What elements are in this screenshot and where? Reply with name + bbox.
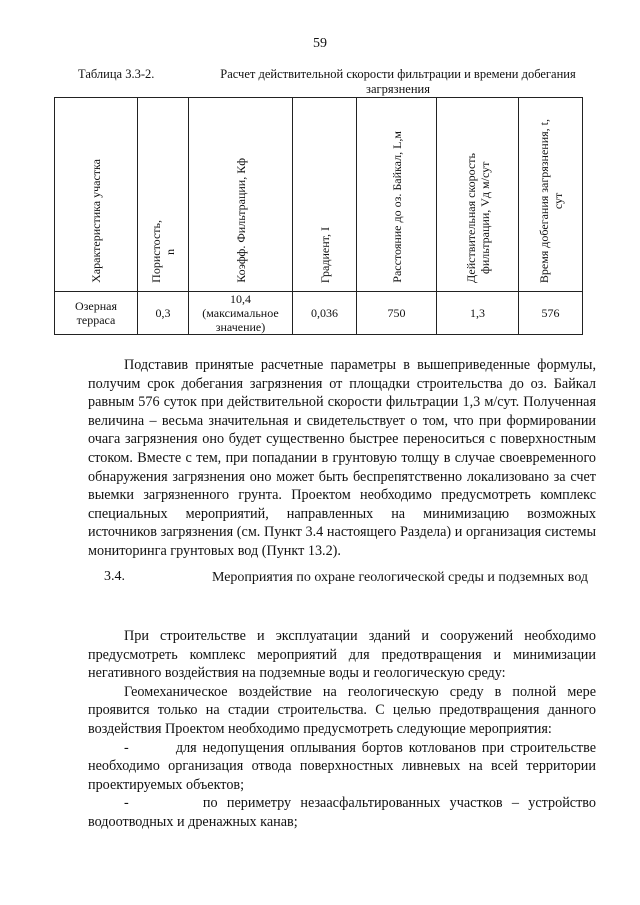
header-cell [138,98,189,292]
section-title: Мероприятия по охране геологической среды и подземных вод [211,570,589,585]
table-cell: 750 [357,292,437,335]
paragraph: При строительстве и эксплуатации зданий и сооружений необходимо предусмотреть комплекс мероприятий для предотвращения и минимизации негативного воздействия на подземные воды и геологическую среду: [88,628,596,682]
header-cell [357,98,437,292]
table-cell: 1,3 [437,292,519,335]
table-cell: 0,036 [293,292,357,335]
table-caption-label: Таблица 3.3-2. [78,67,155,81]
section-number: 3.4. [104,569,125,584]
header-velocity: Действительная скорость фильтрации, Vд м/сут [463,153,492,283]
header-filtration-coef: Коэфф. Фильтрации, Кф [233,158,248,283]
header-porosity: Пористость, n [149,220,177,283]
page-number: 59 [313,36,327,51]
table-cell: 0,3 [138,292,189,335]
header-site: Характеристика участка [89,159,103,283]
header-distance: Расстояние до оз. Байкал, L,м [389,131,404,283]
table-header-row [55,98,583,292]
list-item: - по периметру незаасфальтированных участков – устройство водоотводных и дренажных канав; [88,795,600,830]
table-row [55,292,583,335]
header-cell [55,98,138,292]
body-text-block-2 [88,627,600,832]
filtration-table [54,97,583,335]
header-cell [189,98,293,292]
header-cell [437,98,519,292]
body-text-block-1 [88,356,596,561]
table-caption-title: Расчет действительной скорости фильтрации и времени добегания загрязнения [220,67,576,96]
paragraph: Подставив принятые расчетные параметры в вышеприведенные формулы, получим срок добегания загрязнения от площадки строительства до оз. Байкал равным 576 суток при действительной скорости фильтрации 1,3 м/сут. Полученная величина – весьма значительная и свидетельствует о том, что при формировании очага загрязнения оно будет существенно быстрее переноситься с поверхностным стоком. Вместе с тем, при попадании в грунтовую толщу в случае своевременного обнаружения загрязнения оно может быть беспрепятственно локализовано за счет выемки загрязненного грунта. Проектом необходимо предусмотреть комплекс специальных мероприятий, направленных на минимизацию возможных источников загрязнения (см. Пункт 3.4 настоящего Раздела) и организация системы мониторинга грунтовых вод (Пункт 13.2). [88,357,596,559]
header-cell [519,98,583,292]
paragraph: Геомеханическое воздействие на геологическую среду в полной мере проявится только на стадии строительства. С целью предотвращения данного воздействия Проектом необходимо предусмотреть следующие мероприятия: [88,683,596,737]
header-cell [293,98,357,292]
list-item: - для недопущения оплывания бортов котлованов при строительстве необходимо организация отвода поверхностных ливневых на всей территории проектируемых объектов; [88,739,600,793]
table-cell: Озерная терраса [55,292,138,335]
header-gradient: Градиент, I [317,226,332,283]
table-cell: 576 [519,292,583,335]
header-time: Время добегания загрязнения, t, сут [536,118,565,283]
table-cell: 10,4 (максимальное значение) [189,292,293,335]
